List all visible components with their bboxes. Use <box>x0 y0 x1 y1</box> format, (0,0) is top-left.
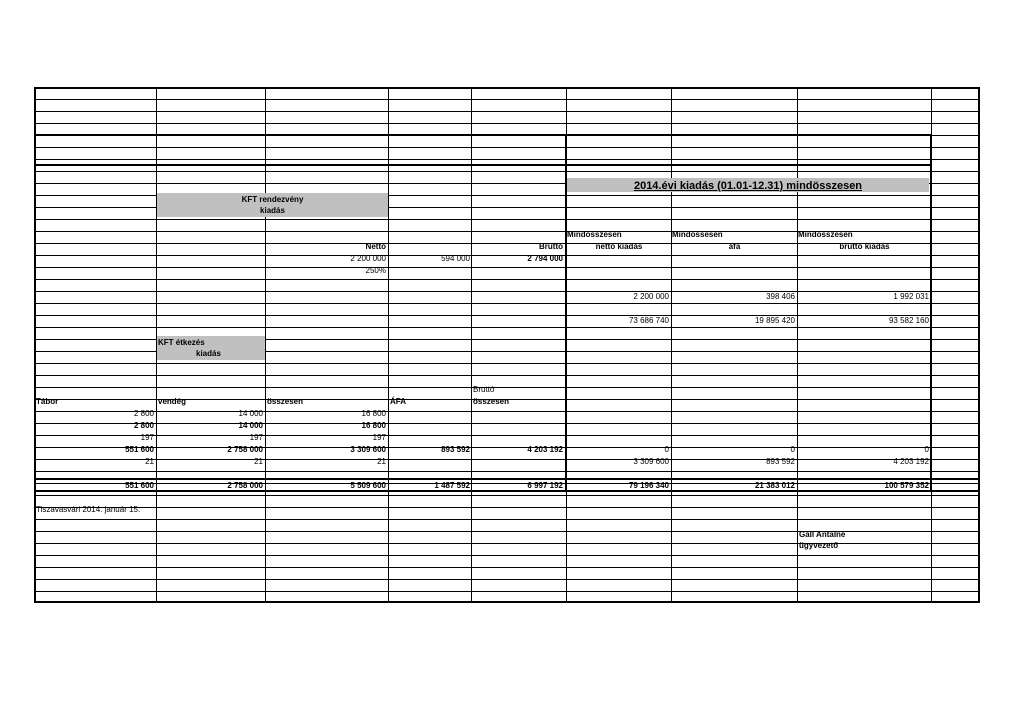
etkezes-row-4-tabor: 551 600 <box>125 445 154 454</box>
etkezes-row-4-afa: 893 592 <box>441 445 470 454</box>
etkezes-row-4-s2: 0 <box>790 445 795 454</box>
etkezes-row-5-s1: 3 309 600 <box>633 457 669 466</box>
etkezes-row-5-s2: 893 592 <box>766 457 795 466</box>
header-mindosszesen-2: Mindössesen <box>672 230 723 239</box>
grid-row-line <box>34 159 980 160</box>
place-date: Tiszavasvári 2014. január 15. <box>36 505 141 514</box>
grid-row-line <box>34 471 980 472</box>
etkezes-row-3-vendeg: 197 <box>249 433 263 442</box>
header-mindosszesen-1: Mindösszesen <box>567 230 622 239</box>
header-tabor: Tábor <box>36 397 59 406</box>
etkezes-row-3-tabor: 197 <box>140 433 154 442</box>
total-vendeg: 2 758 000 <box>227 481 263 490</box>
etkezes-row-5-osszesen: 21 <box>377 457 386 466</box>
grid-row-line <box>34 111 980 112</box>
etkezes-row-4-s3: 0 <box>924 445 929 454</box>
header-afa: ÁFA <box>390 397 406 406</box>
grid-row-line <box>34 267 980 268</box>
thick-border-line <box>34 134 931 136</box>
summary-row-2-afa: 19 895 420 <box>754 316 795 325</box>
grid-row-line <box>34 375 980 376</box>
kft-etkezes-label: KFT étkezés <box>158 338 205 347</box>
thick-border-line <box>34 490 980 492</box>
etkezes-row-5-tabor: 21 <box>145 457 154 466</box>
rendezveny-netto: 2 200 000 <box>350 254 386 263</box>
grid-row-line <box>34 219 980 220</box>
header-mindosszesen-3: Mindösszesen <box>798 230 853 239</box>
etkezes-row-5-s3: 4 203 192 <box>893 457 929 466</box>
etkezes-row-4-vendeg: 2 758 000 <box>227 445 263 454</box>
thick-border-line <box>34 164 931 166</box>
summary-row-1-netto: 2 200 000 <box>633 292 669 301</box>
total-s2: 21 383 012 <box>754 481 795 490</box>
thick-border-line <box>930 134 932 490</box>
header-vendeg: vendég <box>158 397 187 406</box>
summary-row-1-afa: 398 406 <box>766 292 795 301</box>
etkezes-row-3-osszesen: 197 <box>372 433 386 442</box>
etkezes-row-5-vendeg: 21 <box>254 457 263 466</box>
grid-row-line <box>34 147 980 148</box>
etkezes-row-2-osszesen: 16 800 <box>361 421 386 430</box>
grid-row-line <box>34 123 980 124</box>
total-tabor: 551 600 <box>125 481 154 490</box>
thick-border-line <box>34 478 980 480</box>
etkezes-row-2-tabor: 2 800 <box>133 421 154 430</box>
total-s1: 79 196 340 <box>628 481 669 490</box>
grid-row-line <box>34 387 980 388</box>
header-netto: Nettó <box>365 242 386 251</box>
signatory-role: ügyvezető <box>799 541 839 550</box>
header-brutto: Bruttó <box>539 242 563 251</box>
grid-row-line <box>34 555 980 556</box>
rendezveny-afa: 594 000 <box>441 254 470 263</box>
total-brutto: 6 997 192 <box>527 481 563 490</box>
grid-row-line <box>34 363 980 364</box>
grid-row-line <box>34 567 980 568</box>
summary-title: 2014.évi kiadás (01.01-12.31) mindösszesen <box>633 180 863 192</box>
grid-row-line <box>34 99 980 100</box>
summary-row-2-netto: 73 686 740 <box>628 316 669 325</box>
rendezveny-percent: 250% <box>365 266 386 275</box>
grid-row-line <box>34 327 980 328</box>
header-osszesen: összesen <box>267 397 304 406</box>
grid-row-line <box>34 303 980 304</box>
total-s3: 100 579 352 <box>884 481 929 490</box>
signatory-name: Gáll Antalné <box>799 530 846 539</box>
etkezes-row-4-osszesen: 3 309 600 <box>350 445 386 454</box>
summary-row-1-brutto: 1 992 031 <box>893 292 929 301</box>
header-brutto-2: Bruttó <box>473 385 495 394</box>
header-brutto-osszesen: összesen <box>473 397 510 406</box>
header-netto-kiadas: nettó kiadás <box>595 242 643 251</box>
grid-row-line <box>34 591 980 592</box>
grid-row-line <box>34 579 980 580</box>
etkezes-row-1-tabor: 2 800 <box>133 409 154 418</box>
total-osszesen: 5 509 600 <box>350 481 386 490</box>
etkezes-row-2-vendeg: 14 000 <box>238 421 263 430</box>
etkezes-row-4-brutto: 4 203 192 <box>527 445 563 454</box>
header-brutto-kiadas: bruttó kiadás <box>839 242 890 251</box>
etkezes-row-4-s1: 0 <box>664 445 669 454</box>
rendezveny-brutto: 2 794 000 <box>527 254 563 263</box>
kft-etkezes-label-2: kiadás <box>196 349 221 358</box>
grid-row-line <box>34 507 980 508</box>
grid-row-line <box>34 171 980 172</box>
grid-row-line <box>34 519 980 520</box>
grid-row-line <box>34 495 980 496</box>
kft-rendezveny-label: KFT rendezvény <box>241 195 304 204</box>
grid-row-line <box>34 279 980 280</box>
kft-rendezveny-label-2: kiadás <box>260 206 285 215</box>
etkezes-row-1-vendeg: 14 000 <box>238 409 263 418</box>
header-afa-lower: áfa <box>728 242 741 251</box>
total-afa: 1 487 592 <box>434 481 470 490</box>
summary-row-2-brutto: 93 582 160 <box>888 316 929 325</box>
etkezes-row-1-osszesen: 16 800 <box>361 409 386 418</box>
